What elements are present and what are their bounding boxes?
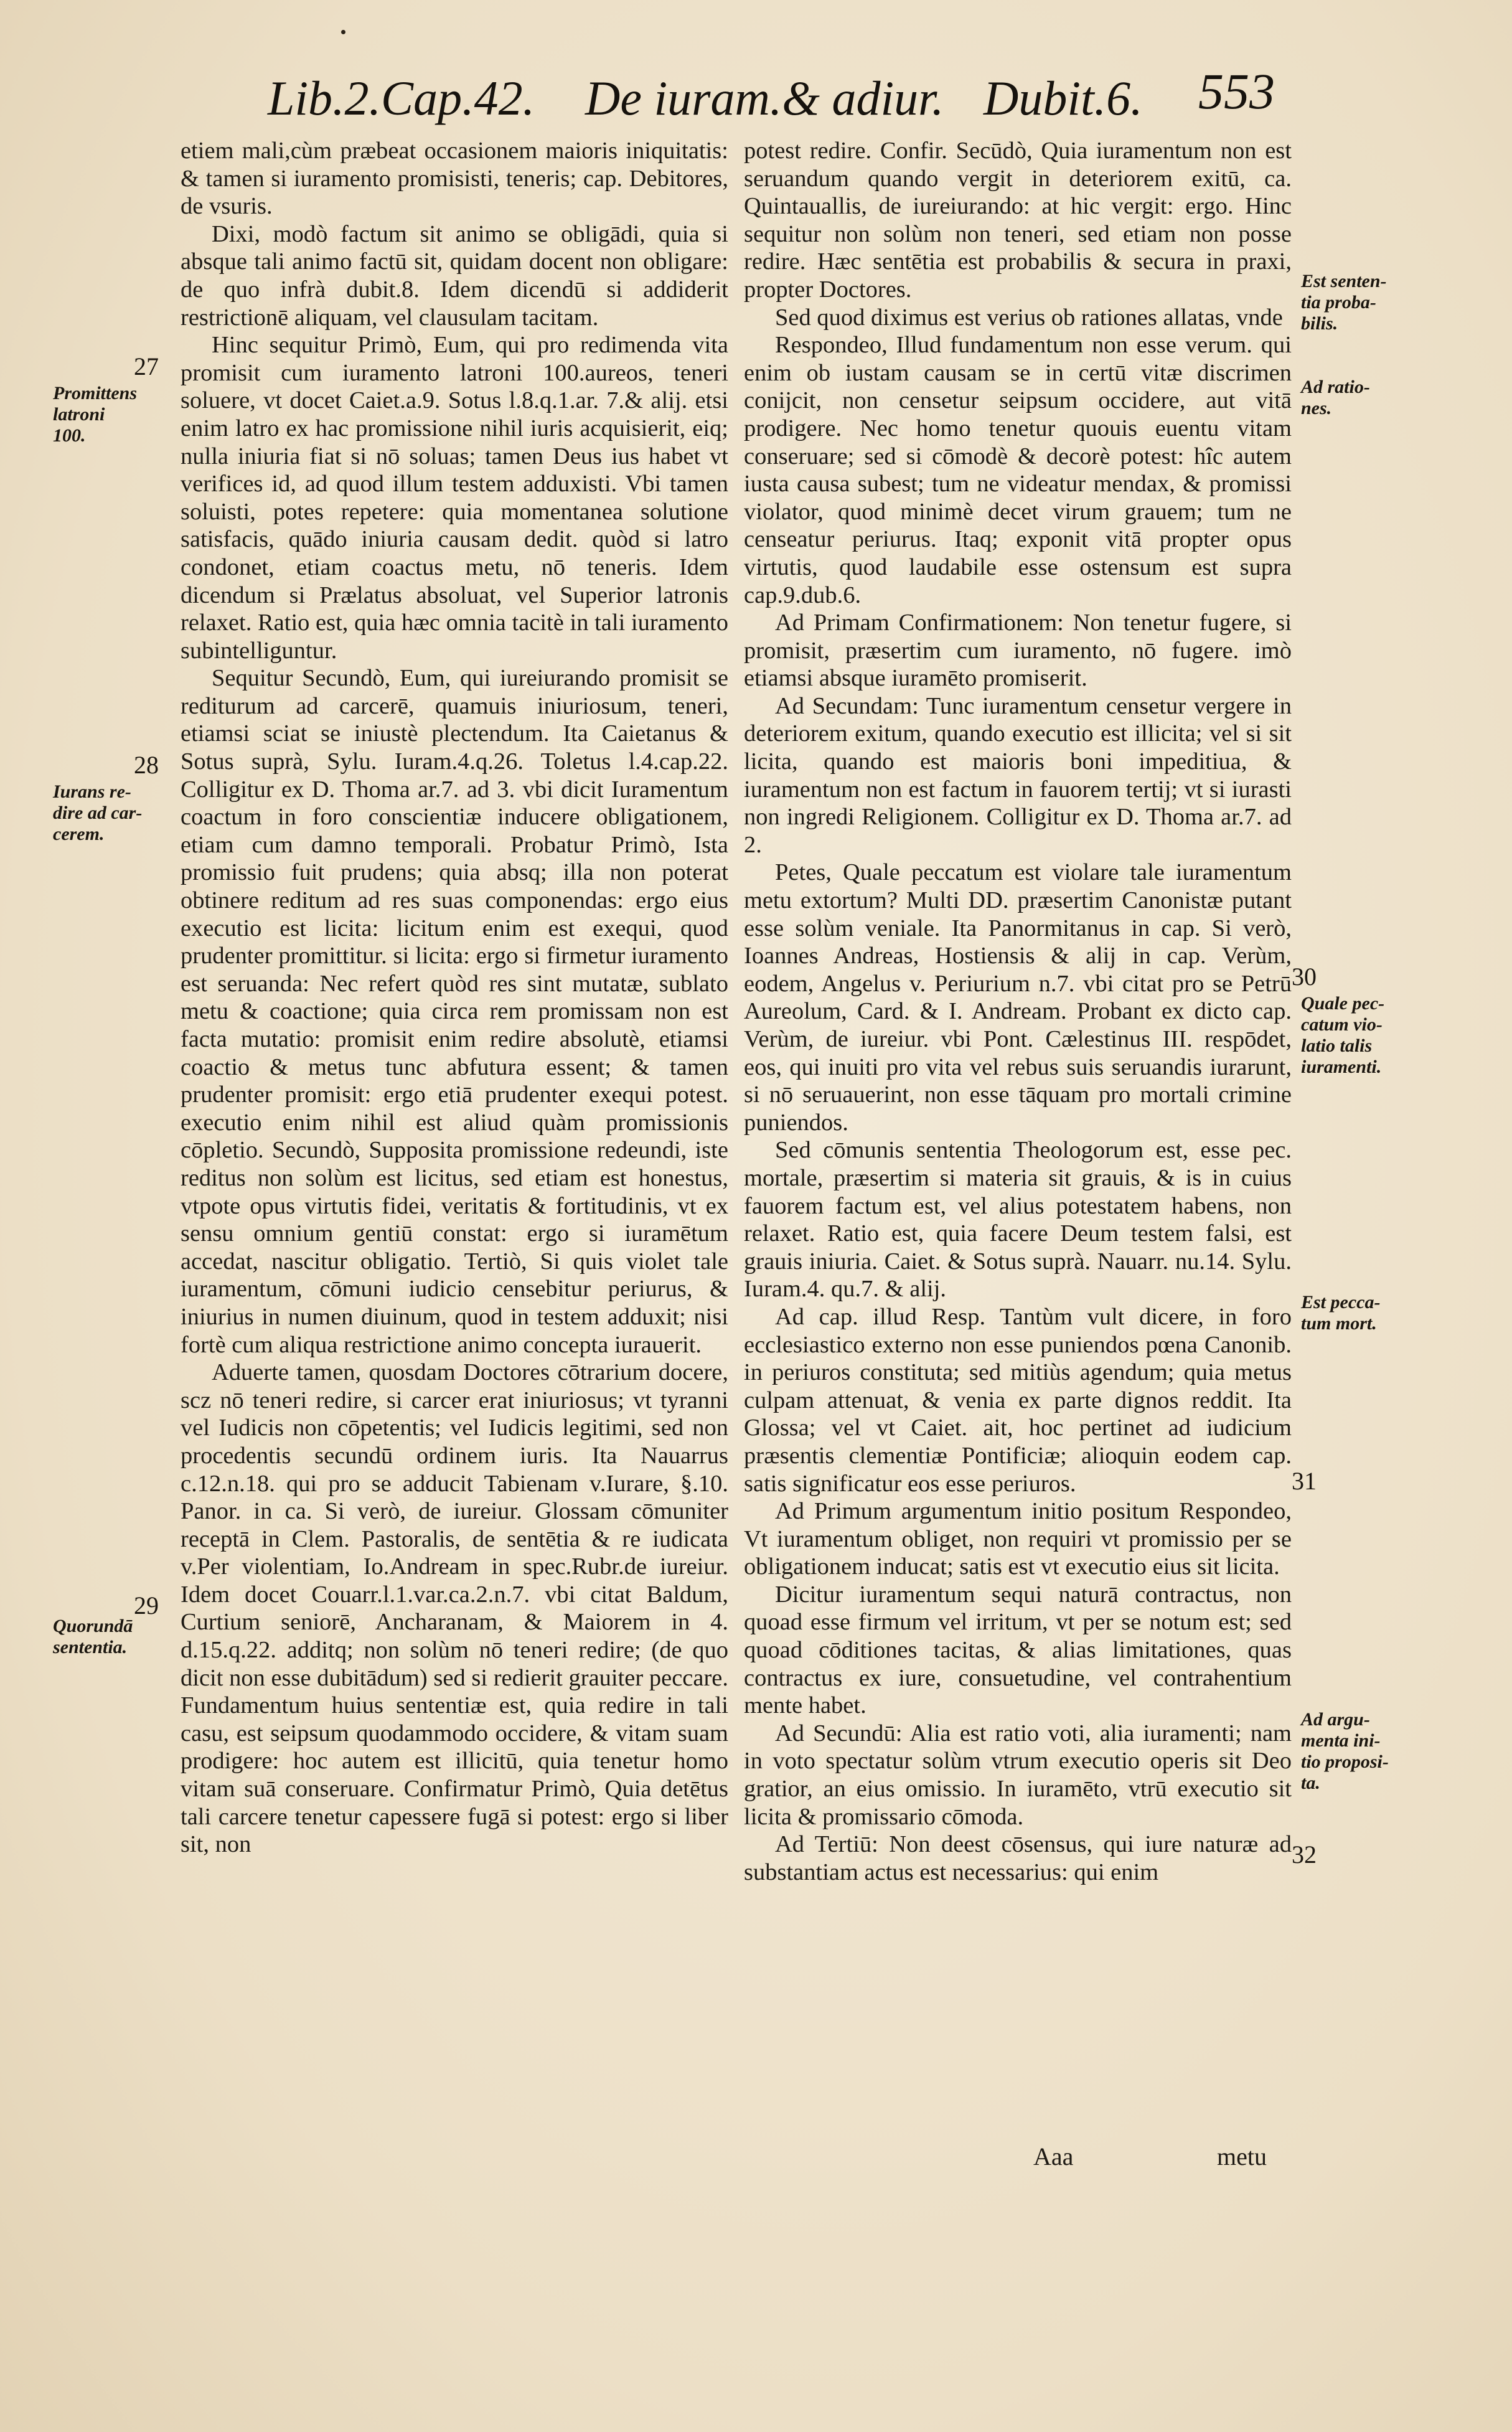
- section-number-31: 31: [1292, 1467, 1317, 1495]
- right-text-column: [744, 137, 1292, 1886]
- running-header: [268, 59, 1289, 128]
- paragraph: Sed quod diximus est verius ob rationes allatas, vnde: [775, 304, 1283, 331]
- section-number-32: 32: [1292, 1840, 1317, 1869]
- paragraph: Aduerte tamen, quosdam Doctores cōtrarium docere, scz nō teneri redire, si carcer erat iniuriosus; vt tyranni vel Iudicis non cōpetentis; vel Iudicis legitimi, sed non procedentis secundū ordinem iuris. Ita Nauarrus c.12.n.18. qui pro se adducit Tabienam v.Iurare, §.10. Panor. in ca. Si verò, de iureiur. Glossam cōmuniter receptā in Clem. Pastoralis, de sentētia & re iudicata v.Per violentiam, Io.Andream in spec.Rubr.de iureiur. Idem docet Couarr.l.1.var.ca.2.n.7. vbi citat Baldum, Curtium seniorē, Ancharanam, & Maiorem in 4. d.15.q.22. additq; non solùm nō teneri redire; (de quo dicit non esse dubitādum) sed si redierit grauiter peccare. Fundamentum huius sententiæ est, quia redire in tali casu, est seipsum quodammodo occidere, & vitam suam prodigere: hoc autem est illicitū, quia tenetur homo vitam suā conseruare. Confirmatur Primò, Quia detētus tali carcere tenetur capessere fugā si potest: ergo si liber sit, non: [181, 1359, 728, 1858]
- paragraph: Petes, Quale peccatum est violare tale iuramentum metu extortum? Multi DD. præsertim Canonistæ putant esse solùm veniale. Ita Panormitanus in cap. Si verò, Ioannes Andreas, Hostiensis & alij in cap. Verùm, eodem, Angelus v. Periurium n.7. vbi citat pro se Petrū Aureolum, Card. & I. Andream. Probant ex dicto cap. Verùm, de iureiur. vbi Pont. Cælestinus III. respōdet, eos, qui inuiti pro vita vel rebus suis seruandis iurarunt, si nō seruauerint, non esse tāquam pro mortali crimine puniendos.: [744, 859, 1292, 1136]
- header-doubt: Dubit.6.: [984, 71, 1143, 125]
- margin-note-promittens: Promittens latroni 100.: [53, 383, 138, 446]
- paragraph: potest redire. Confir. Secūdò, Quia iuramentum non est seruandum quando vergit in deteriorem exitū, ca. Quintauallis, de iureiurando: at hic vergit: ergo. Hinc sequitur non solùm non teneri, sed etiam non posse redire. Hæc sentētia est probabilis & secura in praxi, propter Doctores.: [744, 138, 1292, 303]
- paragraph: Ad Secundū: Alia est ratio voti, alia iuramenti; nam in voto spectatur solùm vtrum executio operis sit Deo gratior, an eius omissio. In iuramēto, vtrū executio sit licita & promissario cōmoda.: [744, 1720, 1292, 1830]
- margin-note-est-peccatum: Est pecca- tum mort.: [1301, 1292, 1381, 1334]
- paragraph: Ad Tertiū: Non deest cōsensus, qui iure naturæ ad substantiam actus est necessarius: qui enim: [744, 1831, 1292, 1885]
- margin-note-quorundam: Quorundā sententia.: [53, 1616, 133, 1657]
- ink-speck: [341, 30, 345, 34]
- paragraph: Sequitur Secundò, Eum, qui iureiurando promisit se rediturum ad carcerē, quamuis iniuriosum, teneri, etiamsi sciat se iniustè plectendum. Ita Caietanus & Sotus suprà, Sylu. Iuram.4.q.26. Toletus l.4.cap.22. Colligitur ex D. Thoma ar.7. ad 3. vbi dicit Iuramentum coactum in foro conscientiæ inducere obligationem, etiam cum damno temporali. Probatur Primò, Ista promissio fuit prudens; quia absq; illa non poterat obtinere reditum ad res suas componendas: ergo eius executio est licita: licitum enim est exequi, quod prudenter promittitur. si licita: ergo si firmetur iuramento est seruanda: Nec refert quòd res sint mutatæ, sublato metu & coactione; quia circa rem promissam non est facta mutatio: promisit enim redire absolutè, etiamsi coactio & metus tunc abfutura essent; & tamen prudenter promisit: ergo etiā prudenter exequi potest. executio enim nihil est aliud quàm promissionis cōpletio. Secundò, Supposita promissione redeundi, iste reditus non solùm est licitus, sed etiam est honestus, vtpote opus virtutis fidei, veritatis & fortitudinis, vt ex sensu omnium gentiū constat: ergo si iuramētum accedat, nascitur obligatio. Tertiò, Si quis violet tale iuramentum, cōmuni iudicio censebitur periurus, & iniurius in numen diuinum, quod in testem adduxit; nisi fortè cum aliqua restrictione animo concepta iurauerit.: [181, 665, 728, 1358]
- header-topic: De iuram.& adiur.: [585, 71, 944, 125]
- page-number: 553: [1198, 63, 1275, 120]
- paragraph: Hinc sequitur Primò, Eum, qui pro redimenda vita promisit cum iuramento latroni 100.aureos, teneri soluere, vt docet Caiet.a.9. Sotus l.8.q.1.ar. 7.& alij. etsi enim latro ex hac promissione nihil iuris acquisierit, eiq; nulla iniuria fiat si nō soluas; tamen Deus ius habet vt verifices id, ad quod illum testem adduxisti. Vbi tamen soluisti, potes repetere: quia momentanea solutione satisfacis, quādo iniuria causam dedit. quòd si latro condonet, etiam coactus metu, nō teneris. Idem dicendum si Prælatus absoluat, vel Superior latronis relaxet. Ratio est, quia hæc omnia tacitè in tali iuramento subintelliguntur.: [181, 332, 728, 664]
- paragraph: Ad Primum argumentum initio positum Respondeo, Vt iuramentum obliget, non requiri vt promissio per se obligationem inducat; satis est vt executio eius sit licita.: [744, 1498, 1292, 1580]
- paragraph: Ad cap. illud Resp. Tantùm vult dicere, in foro ecclesiastico externo non esse puniendos pœna Canonib. in periuros constituta; sed mitiùs agendum; quia metus culpam attenuat, & venia ex parte dignos reddit. Ita Glossa; vel vt Caiet. ait, hoc pertinet ad iudicium præsentis clementiæ Pontificiæ; alioquin eodem cap. satis significatur eos esse periuros.: [744, 1303, 1292, 1497]
- section-number-28: 28: [134, 751, 159, 779]
- paragraph: Dixi, modò factum sit animo se obligādi, quia si absque tali animo factū sit, quidam docent non obligare: de quo infrà dubit.8. Idem dicendū si addiderit restrictionē aliquam, vel clausulam tacitam.: [181, 220, 728, 331]
- paragraph: Sed cōmunis sententia Theologorum est, esse pec. mortale, præsertim si materia sit grauis, & is in cuius fauorem factum est, vel alius potestatem habens, non relaxet. Ratio est, quia facere Deum testem falsi, est grauis iniuria. Caiet. & Sotus suprà. Nauarr. nu.14. Sylu. Iuram.4. qu.7. & alij.: [744, 1137, 1292, 1303]
- paragraph: Dicitur iuramentum sequi naturā contractus, non quoad esse firmum vel irritum, vt per se notum est; sed quoad cōditiones tacitas, & alias limitationes, quas contractus ex iure, consuetudine, vel contrahentium mente habet.: [744, 1581, 1292, 1719]
- catchword: metu: [1217, 2142, 1267, 2170]
- margin-note-est-sententia: Est senten- tia proba- bilis.: [1301, 271, 1387, 334]
- section-number-30: 30: [1292, 963, 1317, 991]
- section-number-29: 29: [134, 1591, 159, 1619]
- paragraph: etiem mali,cùm præbeat occasionem maioris iniquitatis: & tamen si iuramento promisisti, teneris; cap. Debitores, de vsuris.: [181, 138, 728, 220]
- margin-note-iurans: Iurans re- dire ad car- cerem.: [53, 781, 143, 844]
- signature-mark: Aaa: [1033, 2142, 1074, 2170]
- section-number-27: 27: [134, 352, 159, 380]
- margin-note-quale-peccatum: Quale pec- catum vio- latio talis iuramenti.: [1301, 993, 1385, 1077]
- paragraph: Respondeo, Illud fundamentum non esse verum. qui enim ob iustam causam se in certū vitæ discrimen conijcit, non censetur seipsum occidere, aut vitā prodigere. Nec homo tenetur quouis euentu vitam conseruare; sed si cōmodè & decorè potest: hîc autem iusta causa subest; tum ne videatur mendax, & promissi violator, quod minimè decet virum grauem; tum ne censeatur periurus. Itaq; exponit vitā propter opus virtutis, quod laudabile esse ostensum est supra cap.9.dub.6.: [744, 332, 1292, 608]
- paragraph: Ad Primam Confirmationem: Non tenetur fugere, si promisit, præsertim cum iuramento, nō fugere. imò etiamsi absque iuramēto promiserit.: [744, 610, 1292, 692]
- margin-note-ad-rationes: Ad ratio- nes.: [1301, 377, 1370, 418]
- left-text-column: [181, 137, 728, 1859]
- header-book-chapter: Lib.2.Cap.42.: [268, 71, 535, 125]
- paragraph: Ad Secundam: Tunc iuramentum censetur vergere in deteriorem exitum, quando executio est illicita; vel si sit licita, quando est maioris boni impeditiua, & iuramentum non est factum in fauorem tertij; vt si iurasti non ingredi Religionem. Colligitur ex D. Thoma ar.7. ad 2.: [744, 692, 1292, 858]
- margin-note-ad-argumenta: Ad argu- menta ini- tio proposi- ta.: [1301, 1709, 1389, 1793]
